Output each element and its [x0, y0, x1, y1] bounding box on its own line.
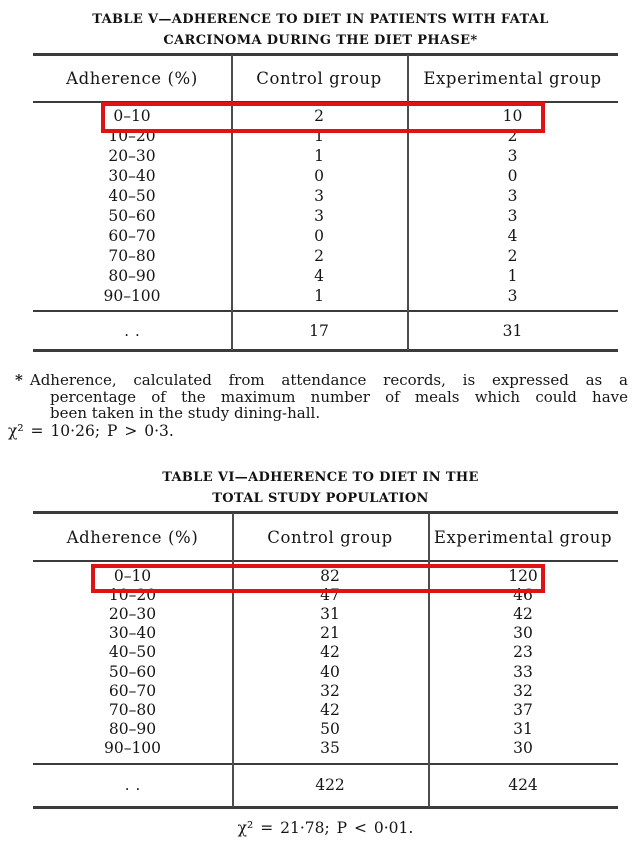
table-row	[33, 166, 618, 186]
adherence-range-cell: 80–90	[108, 720, 157, 739]
table-v-header-row	[33, 53, 618, 103]
control-count-cell: 1	[314, 287, 324, 305]
adherence-range-cell: 10–20	[108, 585, 157, 604]
adherence-range-cell: 10–20	[108, 127, 156, 145]
table-v-column-divider-2	[407, 55, 409, 350]
control-count-cell: 1	[314, 147, 324, 165]
footnote-line-3: been taken in the study dining-hall.	[50, 404, 321, 422]
table-vi-header-row	[33, 511, 618, 562]
experimental-count-cell: 3	[507, 207, 518, 225]
table-v-total-row	[33, 310, 618, 352]
experimental-count-cell: 120	[508, 566, 538, 585]
experimental-count-cell: 0	[507, 167, 518, 185]
red-highlight-box-table-vi	[91, 564, 545, 593]
table-row	[33, 286, 618, 306]
table-vi-total-label: ..	[124, 776, 147, 795]
table-v-column-divider-1	[231, 55, 233, 350]
table-vi-column-divider-2	[428, 513, 430, 807]
chi-square-note-table-v: χ² = 10·26; P > 0·3.	[8, 422, 174, 440]
experimental-count-cell: 3	[507, 187, 518, 205]
control-count-cell: 47	[320, 585, 340, 604]
adherence-range-cell: 30–40	[108, 624, 157, 643]
table-v-total-label: ..	[124, 321, 146, 340]
table-vi-title-line2: TOTAL STUDY POPULATION	[212, 491, 429, 506]
experimental-count-cell: 4	[507, 227, 518, 245]
table-v-total-experimental: 31	[502, 321, 523, 340]
table-row	[33, 146, 618, 166]
control-count-cell: 3	[314, 207, 324, 225]
adherence-range-cell: 50–60	[108, 662, 157, 681]
control-count-cell: 42	[320, 700, 340, 719]
table-row	[33, 246, 618, 266]
table-v-title-line1: TABLE V—ADHERENCE TO DIET IN PATIENTS WITH FATAL	[92, 12, 549, 27]
experimental-count-cell: 3	[507, 147, 518, 165]
table-v-total-control: 17	[309, 321, 329, 340]
adherence-range-cell: 40–50	[108, 187, 156, 205]
adherence-range-cell: 30–40	[108, 167, 156, 185]
table-vi-total-control: 422	[315, 776, 345, 795]
table-row	[33, 186, 618, 206]
footnote-line-2: percentage of the maximum number of meals which could have	[50, 387, 628, 406]
table-vi-total-row	[33, 763, 618, 809]
experimental-count-cell: 3	[507, 287, 518, 305]
footnote-line-1	[15, 372, 628, 389]
adherence-range-cell: 0–10	[113, 107, 151, 125]
control-count-cell: 0	[314, 227, 324, 245]
table-row	[33, 681, 618, 700]
control-count-cell: 0	[314, 167, 324, 185]
header-adherence-percent: Adherence (%)	[66, 527, 199, 547]
header-adherence-percent: Adherence (%)	[66, 69, 198, 88]
table-row	[33, 206, 618, 226]
adherence-range-cell: 60–70	[108, 227, 156, 245]
adherence-range-cell: 20–30	[108, 147, 156, 165]
experimental-count-cell: 37	[513, 700, 533, 719]
control-count-cell: 35	[320, 739, 340, 758]
control-count-cell: 3	[314, 187, 324, 205]
table-vi	[33, 511, 618, 809]
table-row	[33, 739, 618, 758]
control-count-cell: 21	[320, 624, 340, 643]
control-count-cell: 50	[320, 720, 340, 739]
experimental-count-cell: 30	[513, 624, 533, 643]
table-row	[33, 662, 618, 681]
adherence-range-cell: 70–80	[108, 247, 156, 265]
control-count-cell: 42	[320, 643, 340, 662]
experimental-count-cell: 46	[513, 585, 533, 604]
header-control-group: Control group	[267, 527, 393, 547]
header-experimental-group: Experimental group	[423, 69, 602, 88]
control-count-cell: 31	[320, 604, 340, 623]
adherence-range-cell: 50–60	[108, 207, 156, 225]
control-count-cell: 82	[320, 566, 340, 585]
header-experimental-group: Experimental group	[433, 527, 613, 547]
experimental-count-cell: 32	[513, 681, 533, 700]
adherence-range-cell: 80–90	[108, 267, 156, 285]
table-v-title-line2: CARCINOMA DURING THE DIET PHASE*	[163, 33, 478, 48]
table-row	[33, 604, 618, 623]
experimental-count-cell: 30	[513, 739, 533, 758]
table-vi-title	[0, 467, 641, 509]
adherence-range-cell: 70–80	[108, 700, 157, 719]
table-vi-column-divider-1	[232, 513, 234, 807]
experimental-count-cell: 23	[513, 643, 533, 662]
table-v-title	[0, 9, 641, 51]
experimental-count-cell: 10	[502, 107, 523, 125]
table-v-body	[33, 103, 618, 310]
table-vi-title-line1: TABLE VI—ADHERENCE TO DIET IN THE	[162, 470, 479, 485]
adherence-range-cell: 60–70	[108, 681, 157, 700]
chi-square-note-table-vi: χ² = 21·78; P < 0·01.	[237, 819, 414, 837]
control-count-cell: 40	[320, 662, 340, 681]
adherence-range-cell: 90–100	[103, 739, 162, 758]
footnote-text-1: Adherence, calculated from attendance records, is expressed as a	[29, 371, 628, 389]
adherence-range-cell: 20–30	[108, 604, 157, 623]
control-count-cell: 4	[314, 267, 324, 285]
experimental-count-cell: 31	[513, 720, 533, 739]
experimental-count-cell: 33	[513, 662, 533, 681]
adherence-range-cell: 40–50	[108, 643, 157, 662]
table-v	[33, 53, 618, 352]
footnote-asterisk: *	[15, 371, 23, 389]
table-row	[33, 720, 618, 739]
experimental-count-cell: 2	[507, 247, 518, 265]
table-row	[33, 700, 618, 719]
experimental-count-cell: 42	[513, 604, 533, 623]
table-row	[33, 226, 618, 246]
table-row	[33, 643, 618, 662]
red-highlight-box-table-v	[101, 102, 545, 133]
control-count-cell: 2	[314, 247, 324, 265]
adherence-range-cell: 0–10	[113, 566, 152, 585]
control-count-cell: 32	[320, 681, 340, 700]
control-count-cell: 2	[314, 107, 324, 125]
header-control-group: Control group	[256, 69, 382, 88]
table-row	[33, 624, 618, 643]
table-vi-total-experimental: 424	[508, 776, 538, 795]
table-row	[33, 266, 618, 286]
experimental-count-cell: 1	[507, 267, 518, 285]
experimental-count-cell: 2	[507, 127, 518, 145]
control-count-cell: 1	[314, 127, 324, 145]
table-v-footnote	[15, 372, 628, 422]
adherence-range-cell: 90–100	[103, 287, 161, 305]
